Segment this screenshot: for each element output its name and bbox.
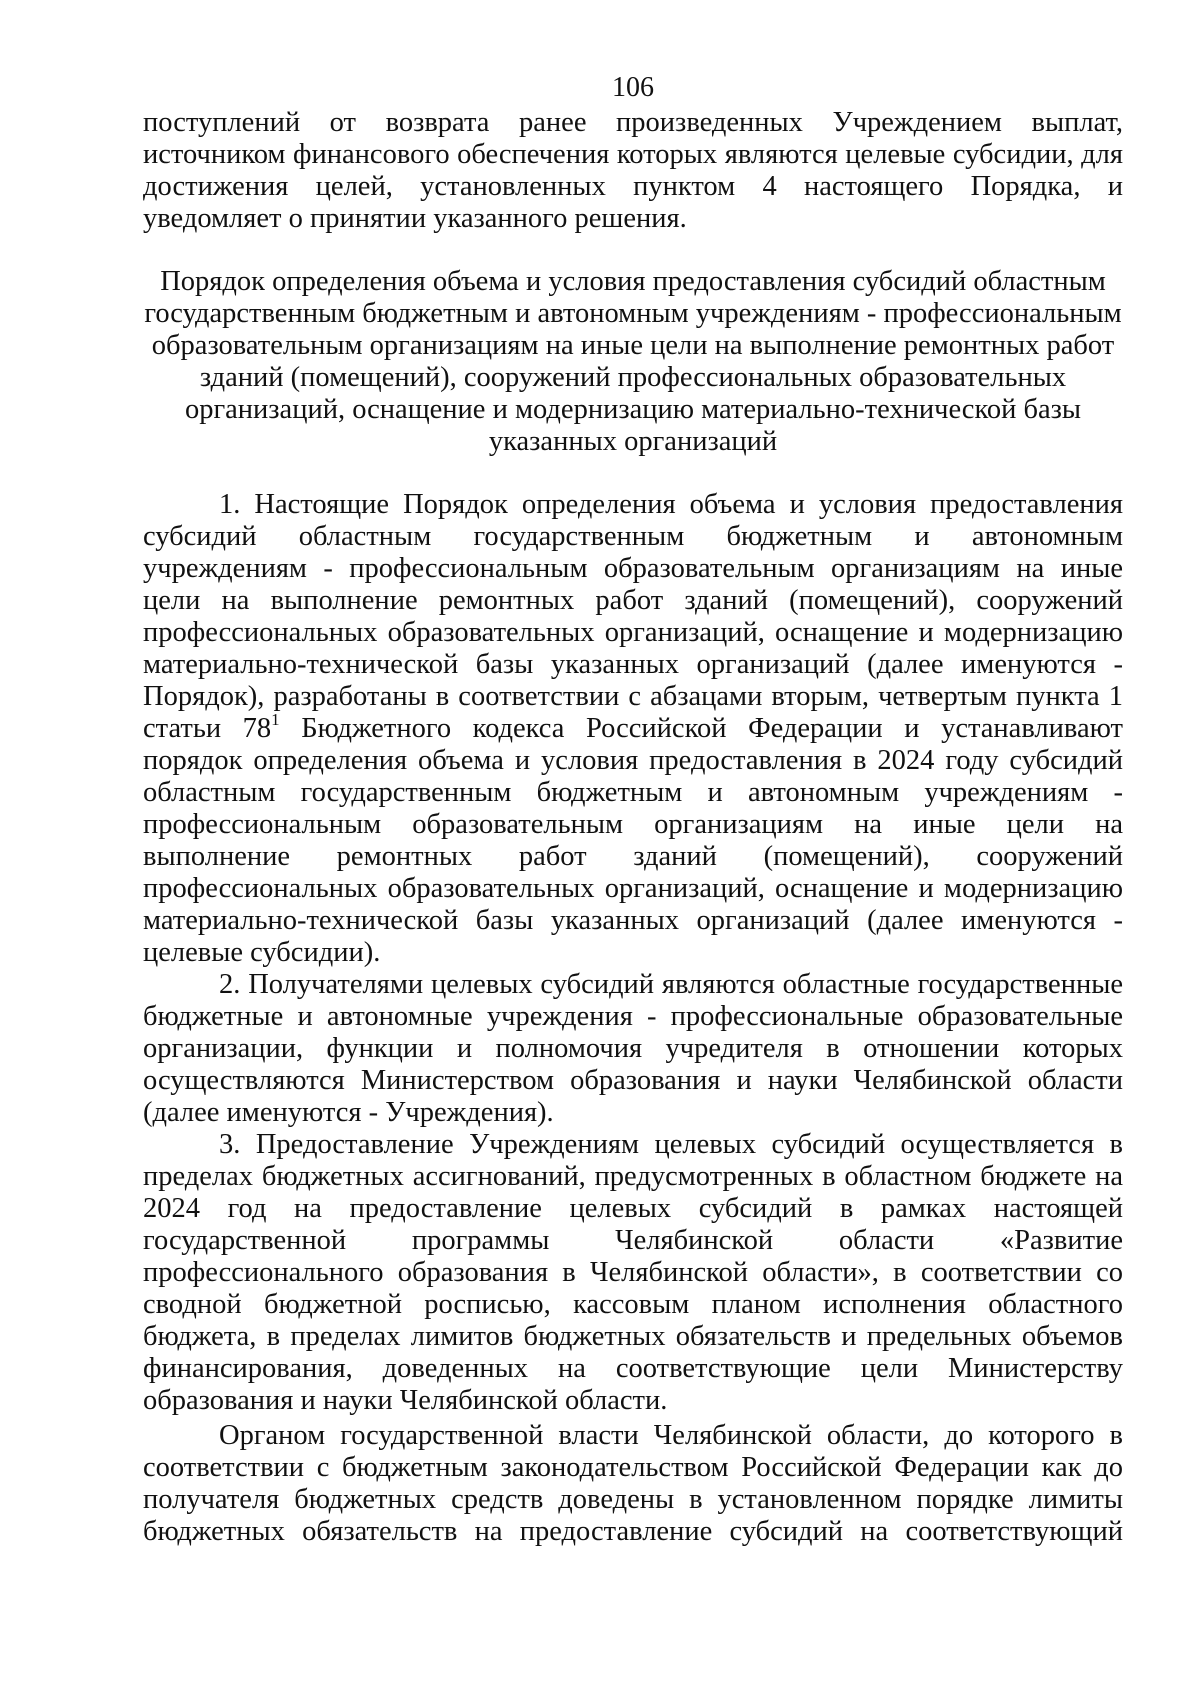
paragraph-1-line: профессиональным образовательным организациям на иные цели на [143,809,1123,840]
paragraph-4-line: Органом государственной власти Челябинской области, до которого в [219,1420,1123,1451]
section-heading-line: Порядок определения объема и условия предоставления субсидий областным [160,266,1106,297]
paragraph-3-line: сводной бюджетной росписью, кассовым планом исполнения областного [143,1289,1123,1320]
paragraph-1-line: цели на выполнение ремонтных работ зданий (помещений), сооружений [143,585,1123,616]
paragraph-2-line: осуществляются Министерством образования и науки Челябинской области [143,1065,1123,1096]
paragraph-3-line: образования и науки Челябинской области. [143,1385,668,1416]
paragraph-2-line: 2. Получателями целевых субсидий являются областные государственные [219,969,1123,1000]
paragraph-1-line: материально-технической базы указанных организаций (далее именуются - [143,649,1123,680]
paragraph-3-line: бюджета, в пределах лимитов бюджетных обязательств и предельных объемов [143,1321,1123,1352]
paragraph-4-line: бюджетных обязательств на предоставление субсидий на соответствующий [143,1516,1123,1547]
paragraph-4-line: соответствии с бюджетным законодательством Российской Федерации как до [143,1452,1123,1483]
intro-line: поступлений от возврата ранее произведенных Учреждением выплат, [143,107,1123,138]
section-heading-line: государственным бюджетным и автономным учреждениям - профессиональным [144,298,1122,329]
paragraph-1-statute-line [143,710,1123,748]
paragraph-3-line: профессионального образования в Челябинской области», в соответствии со [143,1257,1123,1288]
paragraph-2-line: организации, функции и полномочия учредителя в отношении которых [143,1033,1123,1064]
paragraph-3-line: 2024 год на предоставление целевых субсидий в рамках настоящей [143,1193,1123,1224]
intro-line: источником финансового обеспечения которых являются целевые субсидии, для [143,139,1123,170]
paragraph-4-line: получателя бюджетных средств доведены в установленном порядке лимиты [143,1484,1123,1515]
statute-reference: статьи 78 [143,713,272,744]
paragraph-1-line: порядок определения объема и условия предоставления в 2024 году субсидий [143,745,1123,776]
page-number: 106 [612,72,654,103]
paragraph-3-line: финансирования, доведенных на соответствующие цели Министерству [143,1353,1123,1384]
intro-line: достижения целей, установленных пунктом 4 настоящего Порядка, и [143,171,1123,202]
statute-line-rest: Бюджетного кодекса Российской Федерации и устанавливают [279,713,1123,744]
paragraph-2-line: (далее именуются - Учреждения). [143,1097,554,1128]
intro-line: уведомляет о принятии указанного решения. [143,203,687,234]
paragraph-2-line: бюджетные и автономные учреждения - профессиональные образовательные [143,1001,1123,1032]
paragraph-1-line: профессиональных образовательных организаций, оснащение и модернизацию [143,873,1123,904]
section-heading-line: организаций, оснащение и модернизацию материально-технической базы [184,394,1082,425]
paragraph-1-line: 1. Настоящие Порядок определения объема и условия предоставления [219,489,1123,520]
paragraph-1-line: профессиональных образовательных организаций, оснащение и модернизацию [143,617,1123,648]
statute-superscript: 1 [271,710,280,729]
paragraph-1-line: учреждениям - профессиональным образовательным организациям на иные [143,553,1123,584]
paragraph-1-line: целевые субсидии). [143,937,381,968]
section-heading-line: указанных организаций [488,426,778,457]
section-heading-line: образовательным организациям на иные цели на выполнение ремонтных работ [151,330,1115,361]
paragraph-1-line: субсидий областным государственным бюджетным и автономным [143,521,1123,552]
paragraph-1-line: Порядок), разработаны в соответствии с абзацами вторым, четвертым пункта 1 [143,681,1123,712]
paragraph-3-line: государственной программы Челябинской области «Развитие [143,1225,1123,1256]
paragraph-1-line: материально-технической базы указанных организаций (далее именуются - [143,905,1123,936]
paragraph-1-line: выполнение ремонтных работ зданий (помещений), сооружений [143,841,1123,872]
paragraph-3-line: пределах бюджетных ассигнований, предусмотренных в областном бюджете на [143,1161,1123,1192]
paragraph-3-line: 3. Предоставление Учреждениям целевых субсидий осуществляется в [219,1129,1123,1160]
paragraph-1-line: областным государственным бюджетным и автономным учреждениям - [143,777,1123,808]
section-heading-line: зданий (помещений), сооружений профессиональных образовательных [199,362,1067,393]
